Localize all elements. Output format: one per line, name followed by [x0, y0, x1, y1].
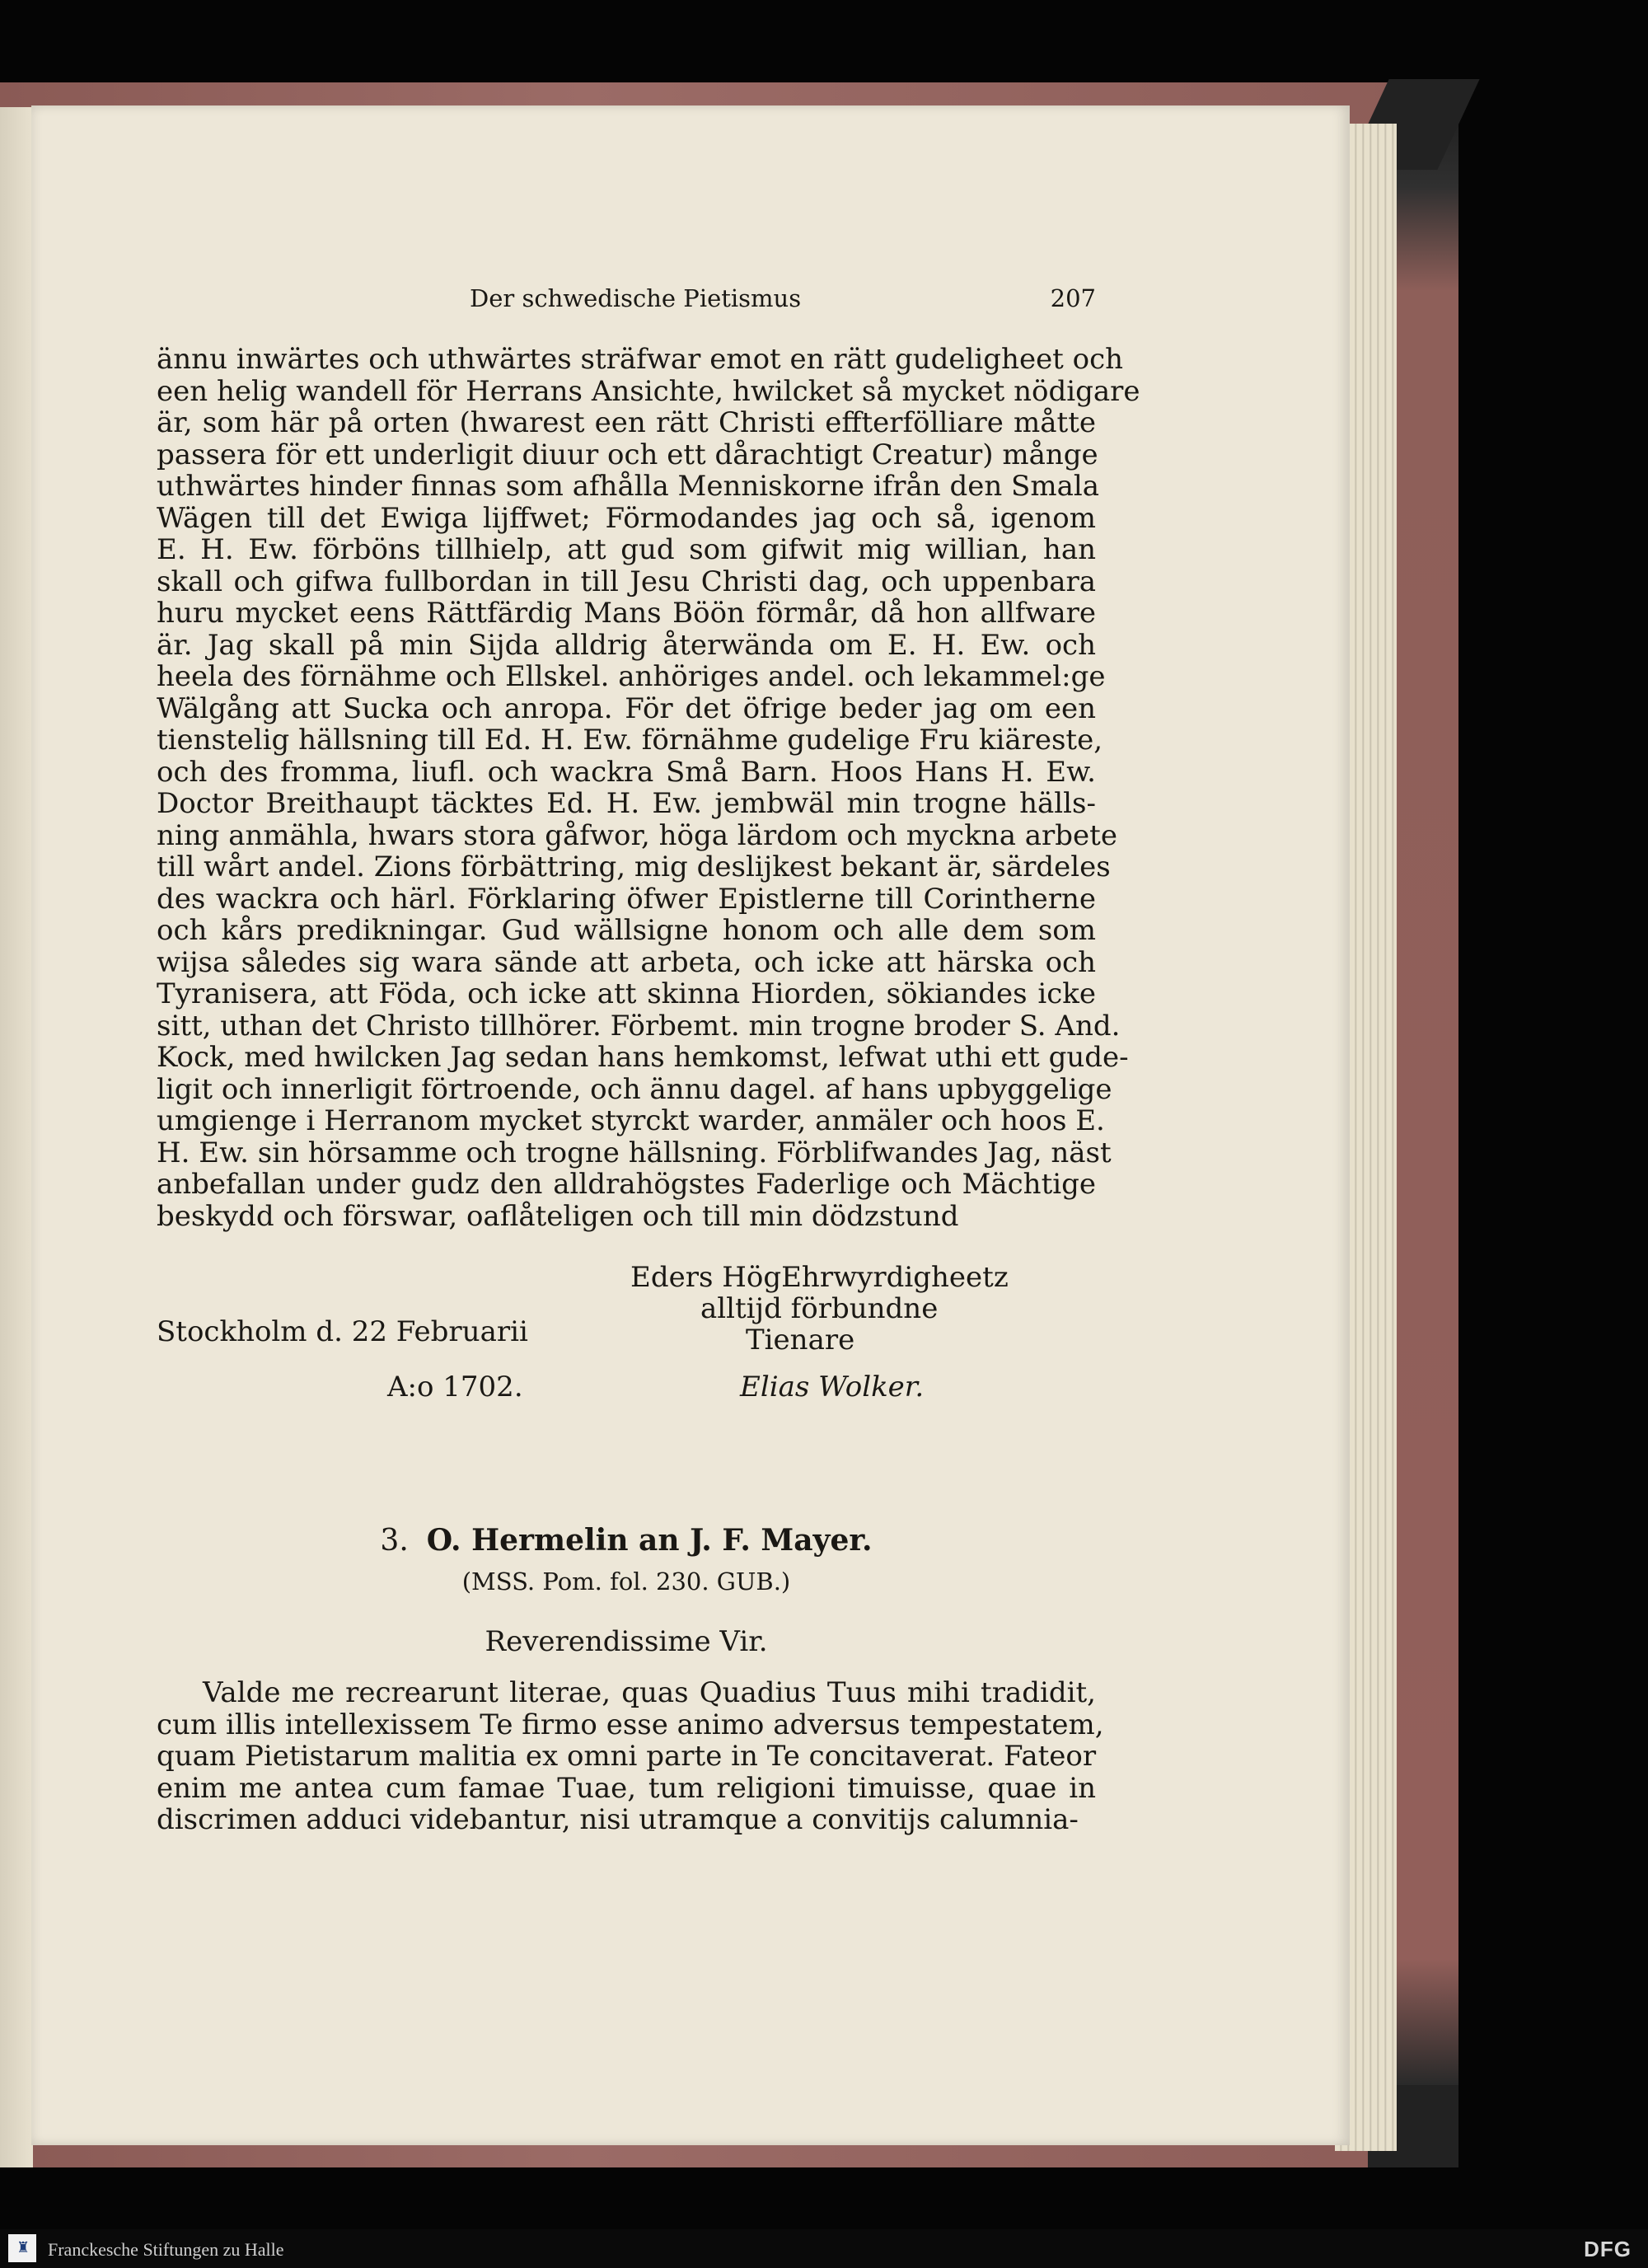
- text-line: H. Ew. sin hörsamme och trogne hällsning. Förblifwandes Jag, näst: [157, 1136, 1112, 1169]
- footer-bar: [0, 2229, 1648, 2268]
- section-number: 3.: [380, 1524, 409, 1558]
- text-line: Tyranisera, att Föda, och icke att skinna Hiorden, sökiandes icke: [157, 977, 1096, 1010]
- text-line: quam Pietistarum malitia ex omni parte in Te concitaverat. Fateor: [157, 1740, 1097, 1773]
- facing-page-edge: [0, 107, 33, 2167]
- signature-line-2: alltijd förbundne: [700, 1292, 939, 1325]
- text-line: Wägen till det Ewiga lijffwet; Förmodandes jag och så, igenom: [157, 501, 1096, 535]
- text-line: och des fromma, liufl. och wackra Små Barn. Hoos Hans H. Ew.: [157, 755, 1096, 789]
- text-line: anbefallan under gudz den alldrahögstes Faderlige och Mächtige: [157, 1168, 1096, 1201]
- signature-line-1: Eders HögEhrwyrdigheetz: [630, 1261, 1009, 1294]
- text-line: huru mycket eens Rättfärdig Mans Böön förmår, då hon allfware: [157, 597, 1096, 630]
- text-line: är, som här på orten (hwarest een rätt Christi effterfölliare måtte: [157, 406, 1096, 439]
- text-line: des wackra och härl. Förklaring öfwer Epistlerne till Corintherne: [157, 882, 1096, 916]
- logo-icon: ♜: [16, 2239, 30, 2256]
- text-line: wijsa således sig wara sände att arbeta, och icke att härska och: [157, 945, 1096, 979]
- text-line: umgienge i Herranom mycket styrckt warder, anmäler och hoos E.: [157, 1104, 1105, 1137]
- year: A:o 1702.: [387, 1371, 523, 1403]
- text-line: till wårt andel. Zions förbättring, mig deslijkest bekant är, särdeles: [157, 850, 1111, 883]
- text-line: cum illis intellexissem Te firmo esse animo adversus tempestatem,: [157, 1708, 1104, 1741]
- text-line: och kårs predikningar. Gud wällsigne honom och alle dem som: [157, 914, 1096, 947]
- text-line: discrimen adduci videbantur, nisi utramque a convitijs calumnia-: [157, 1803, 1079, 1836]
- text-line: een helig wandell för Herrans Ansichte, hwilcket så mycket nödigare: [157, 374, 1140, 408]
- text-line: passera för ett underligit diuur och ett dårachtigt Creatur) månge: [157, 438, 1098, 471]
- place-date: Stockholm d. 22 Februarii: [157, 1315, 528, 1348]
- running-head: [157, 284, 1096, 317]
- running-head-title: Der schwedische Pietismus: [470, 284, 802, 312]
- text-line: Doctor Breithaupt täcktes Ed. H. Ew. jembwäl min trogne hälls-: [157, 787, 1096, 820]
- text-line: enim me antea cum famae Tuae, tum religioni timuisse, quae in: [157, 1771, 1096, 1805]
- signature-line-3: Tienare: [746, 1324, 855, 1357]
- text-line: E. H. Ew. förböns tillhielp, att gud som gifwit mig willian, han: [157, 533, 1096, 566]
- text-line: är. Jag skall på min Sijda alldrig återwända om E. H. Ew. och: [157, 628, 1096, 662]
- text-line: sitt, uthan det Christo tillhörer. Förbemt. min trogne broder S. And.: [157, 1009, 1121, 1043]
- text-line: ännu inwärtes och uthwärtes sträfwar emot en rätt gudeligheet och: [157, 343, 1124, 376]
- text-line: skall och gifwa fullbordan in till Jesu Christi dag, och uppenbara: [157, 565, 1096, 598]
- text-line: uthwärtes hinder finnas som afhålla Menniskorne ifrån den Smala: [157, 470, 1099, 503]
- text-line: ligit och innerligit förtroende, och ännu dagel. af hans upbyggelige: [157, 1072, 1112, 1106]
- text-line: ning anmähla, hwars stora gåfwor, höga lärdom och myckna arbete: [157, 818, 1117, 852]
- page-number: 207: [1050, 284, 1096, 312]
- letter-body: [157, 343, 1140, 1233]
- signature-name: Elias Wolker.: [740, 1371, 925, 1403]
- text-line: Wälgång att Sucka och anropa. För det öfrige beder jag om een: [157, 691, 1096, 725]
- binding-edge: [1393, 82, 1458, 2167]
- section-source: (MSS. Pom. fol. 230. GUB.): [461, 1567, 791, 1596]
- institution-logo: [8, 2234, 36, 2262]
- text-line: Valde me recrearunt literae, quas Quadius Tuus mihi tradidit,: [203, 1676, 1096, 1709]
- text-line: beskydd och förswar, oaflåteligen och till min dödzstund: [157, 1199, 959, 1233]
- section-heading: [157, 1523, 1096, 1558]
- institution-label: Franckesche Stiftungen zu Halle: [48, 2239, 284, 2260]
- letter-closing: [157, 1261, 1096, 1426]
- text-line: tienstelig hällsning till Ed. H. Ew. förnähme gudelige Fru kiäreste,: [157, 724, 1103, 757]
- dfg-logo: DFG: [1584, 2237, 1632, 2261]
- text-line: heela des förnähme och Ellskel. anhöriges andel. och lekammel:ge: [157, 660, 1106, 693]
- latin-body: [157, 1676, 1104, 1836]
- text-line: Kock, med hwilcken Jag sedan hans hemkomst, lefwat uthi ett gude-: [157, 1041, 1129, 1074]
- section-title: O. Hermelin an J. F. Mayer.: [426, 1523, 873, 1558]
- salutation: Reverendissime Vir.: [485, 1625, 768, 1658]
